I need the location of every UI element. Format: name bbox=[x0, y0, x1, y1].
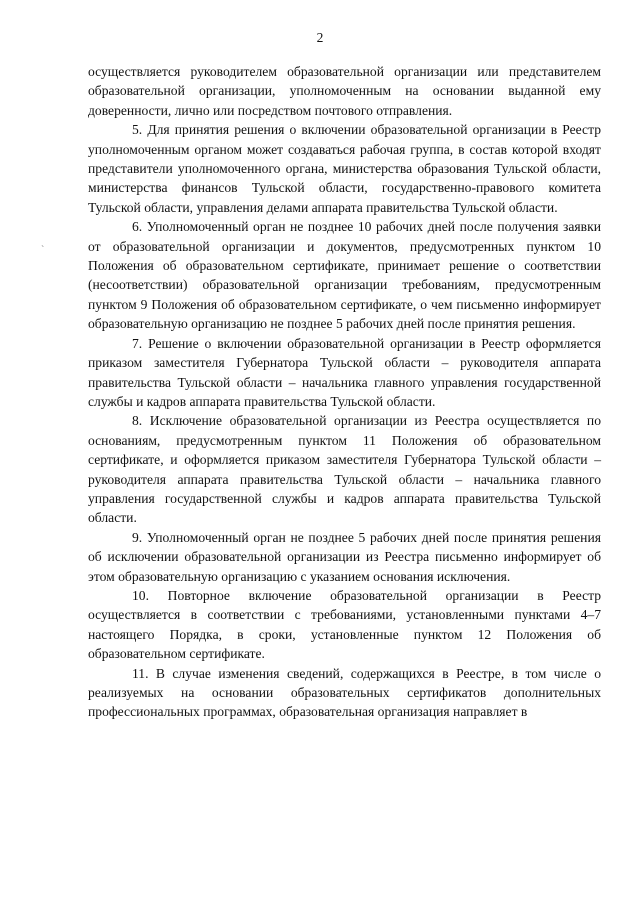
paragraph-5: 5. Для принятия решения о включении образовательной организации в Реестр уполномоченным органом может создаваться рабочая группа, в состав которой входят представители уполномоченного органа, министерства образования Тульской области, министерства финансов Тульской области, государственно-правового комитета Тульской области, управления делами аппарата правительства Тульской области. bbox=[88, 122, 601, 215]
paragraph-7: 7. Решение о включении образовательной организации в Реестр оформляется приказом заместителя Губернатора Тульской области – руководителя аппарата правительства Тульской области – начальника главного управления государственной службы и кадров аппарата правительства Тульской области. bbox=[88, 335, 601, 409]
document-body bbox=[88, 62, 601, 722]
paragraph-9: 9. Уполномоченный орган не позднее 5 рабочих дней после принятия решения об исключении образовательной организации из Реестра письменно информирует об этом образовательную организацию с указанием основания исключения. bbox=[88, 529, 601, 584]
paragraph-6: 6. Уполномоченный орган не позднее 10 рабочих дней после получения заявки от образовательной организации и документов, предусмотренных пунктом 10 Положения об образовательном сертификате, принимает решение о соответствии (несоответствии) образовательной организации требованиям, предусмотренным пунктом 9 Положения об образовательном сертификате, о чем письменно информирует образовательную организацию не позднее 5 рабочих дней после принятия решения. bbox=[88, 219, 601, 332]
paragraph-8: 8. Исключение образовательной организации из Реестра осуществляется по основаниям, предусмотренным пунктом 11 Положения об образовательном сертификате, и оформляется приказом заместителя Губернатора Тульской области – руководителя аппарата правительства Тульской области – начальника главного управления государственной службы и кадров аппарата правительства Тульской области. bbox=[88, 413, 601, 526]
page-number: 2 bbox=[316, 30, 324, 45]
paragraph-10: 10. Повторное включение образовательной организации в Реестр осуществляется в соответствии с требованиями, установленными пунктами 4–7 настоящего Порядка, в сроки, установленные пунктом 12 Положения об образовательном сертификате. bbox=[88, 587, 601, 662]
margin-mark: ` bbox=[41, 245, 45, 256]
paragraph-11: 11. В случае изменения сведений, содержащихся в Реестре, в том числе о реализуемых на основании образовательных сертификатов дополнительных профессиональных программах, образовательная организация направляет в bbox=[88, 665, 601, 720]
paragraph-continued: осуществляется руководителем образовательной организации или представителем образовательной организации, уполномоченным на основании выданной ему доверенности, лично или посредством почтового отправления. bbox=[88, 64, 601, 118]
